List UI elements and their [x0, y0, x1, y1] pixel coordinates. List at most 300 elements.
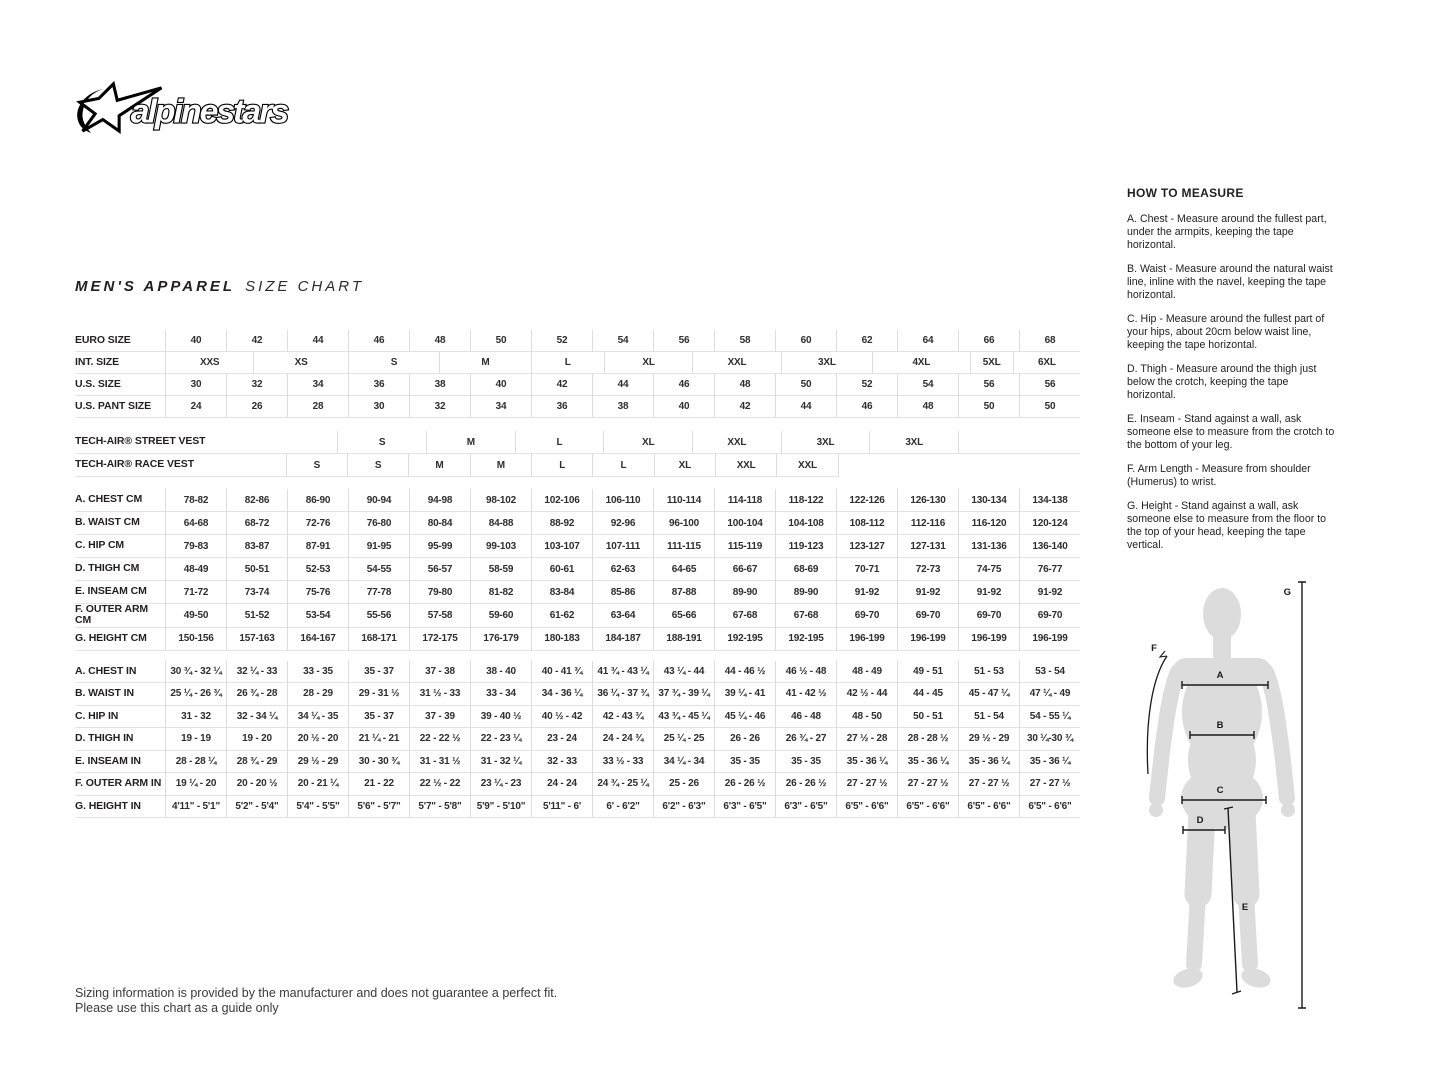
- size-cell: 40: [653, 396, 714, 418]
- size-cell: 58-59: [470, 558, 531, 581]
- disclaimer-line-1: Sizing information is provided by the manufacturer and does not guarantee a perfect fit.: [75, 986, 558, 1000]
- size-cell: 25 - 26: [653, 773, 714, 796]
- size-cell: 5'2" - 5'4": [226, 796, 287, 819]
- size-cell: 35 - 36 ¼: [1019, 751, 1080, 774]
- size-cell: 47 ¼ - 49: [1019, 683, 1080, 706]
- size-cell: 71-72: [165, 581, 226, 604]
- size-cell: 59-60: [470, 604, 531, 628]
- size-cell: 69-70: [1019, 604, 1080, 628]
- size-cell: 80-84: [409, 512, 470, 535]
- table-row: [75, 773, 1080, 796]
- row-label: A. CHEST IN: [75, 661, 165, 684]
- size-cell: 72-76: [287, 512, 348, 535]
- row-label: B. WAIST IN: [75, 683, 165, 706]
- size-cell: 24 - 24 ¾: [592, 728, 653, 751]
- size-cell: 91-92: [897, 581, 958, 604]
- size-cell: 58: [714, 330, 775, 352]
- size-cell: 70-71: [836, 558, 897, 581]
- table-row: [75, 683, 1080, 706]
- size-cell: 40 - 41 ¾: [531, 661, 592, 684]
- size-cell: XXL: [715, 454, 776, 477]
- size-cell: 5'7" - 5'8": [409, 796, 470, 819]
- size-cell: 3XL: [869, 431, 958, 454]
- row-label: E. INSEAM CM: [75, 581, 165, 604]
- size-cell: 60: [775, 330, 836, 352]
- size-cell: 46: [653, 374, 714, 396]
- page-title-secondary: SIZE CHART: [245, 278, 364, 295]
- size-cell: 41 ¾ - 43 ¼: [592, 661, 653, 684]
- size-cell: 44: [592, 374, 653, 396]
- size-cell: XL: [654, 454, 715, 477]
- size-cell: 83-87: [226, 535, 287, 558]
- size-cell: 51 - 53: [958, 661, 1019, 684]
- size-cell: 56: [653, 330, 714, 352]
- row-label: F. OUTER ARM IN: [75, 773, 165, 796]
- row-label: E. INSEAM IN: [75, 751, 165, 774]
- size-cell: 111-115: [653, 535, 714, 558]
- size-cell: 53 - 54: [1019, 661, 1080, 684]
- size-cell: 6'5" - 6'6": [1019, 796, 1080, 819]
- size-cell: 54: [897, 374, 958, 396]
- size-cell: 21 ¼ - 21: [348, 728, 409, 751]
- size-cell: 116-120: [958, 512, 1019, 535]
- size-cell: 35 - 36 ¼: [958, 751, 1019, 774]
- size-cell: 84-88: [470, 512, 531, 535]
- size-cell: 31 - 31 ½: [409, 751, 470, 774]
- size-cell: 30 ¼-30 ¾: [1019, 728, 1080, 751]
- size-cell: 27 - 27 ½: [1019, 773, 1080, 796]
- size-cell: 95-99: [409, 535, 470, 558]
- size-cell: XL: [603, 431, 692, 454]
- size-cell: 30: [165, 374, 226, 396]
- row-label: D. THIGH CM: [75, 558, 165, 581]
- size-cell: 6'3" - 6'5": [714, 796, 775, 819]
- size-cell: 31 - 32 ¼: [470, 751, 531, 774]
- table-row: [75, 751, 1080, 774]
- size-cell: 6'3" - 6'5": [775, 796, 836, 819]
- size-cell: 192-195: [714, 628, 775, 651]
- size-cell: 42: [531, 374, 592, 396]
- size-cell: 54 - 55 ¼: [1019, 706, 1080, 729]
- size-cell: 27 ½ - 28: [836, 728, 897, 751]
- size-cell: 42 - 43 ¾: [592, 706, 653, 729]
- size-cell: 50: [470, 330, 531, 352]
- size-cell: 75-76: [287, 581, 348, 604]
- size-cell: S: [337, 431, 426, 454]
- size-cell: 26: [226, 396, 287, 418]
- size-cell: 68: [1019, 330, 1080, 352]
- row-label: F. OUTER ARM CM: [75, 604, 165, 628]
- alpinestars-logo: [73, 80, 323, 136]
- size-cell: 76-80: [348, 512, 409, 535]
- size-cell: 31 - 32: [165, 706, 226, 729]
- page-title-primary: MEN'S APPAREL: [75, 278, 236, 295]
- row-label: D. THIGH IN: [75, 728, 165, 751]
- size-cell: 20 - 20 ½: [226, 773, 287, 796]
- how-to-measure-panel: [1127, 186, 1337, 563]
- size-cell: 28 ¾ - 29: [226, 751, 287, 774]
- size-cell: 74-75: [958, 558, 1019, 581]
- size-cell: [838, 454, 1080, 477]
- size-cell: 26 ¾ - 27: [775, 728, 836, 751]
- size-cell: 85-86: [592, 581, 653, 604]
- size-cell: 5'4" - 5'5": [287, 796, 348, 819]
- size-cell: 55-56: [348, 604, 409, 628]
- size-cell: 35 - 35: [714, 751, 775, 774]
- label-inseam: E: [1241, 902, 1249, 913]
- size-cell: 6'5" - 6'6": [897, 796, 958, 819]
- label-waist: B: [1216, 720, 1224, 731]
- size-cell: 30 ¾ - 32 ¼: [165, 661, 226, 684]
- size-cell: 36: [531, 396, 592, 418]
- size-cell: 67-68: [714, 604, 775, 628]
- table-row: [75, 558, 1080, 581]
- size-cell: 38: [592, 396, 653, 418]
- size-cell: L: [531, 352, 604, 374]
- size-cell: 68-72: [226, 512, 287, 535]
- size-cell: 122-126: [836, 489, 897, 512]
- size-cell: 50-51: [226, 558, 287, 581]
- size-cell: 38: [409, 374, 470, 396]
- size-cell: M: [439, 352, 530, 374]
- table-row: [75, 796, 1080, 819]
- size-cell: 29 ½ - 29: [287, 751, 348, 774]
- measure-instruction: G. Height - Stand against a wall, ask someone else to measure from the floor to the top of your head, keeping the tape vertical.: [1127, 500, 1327, 552]
- size-cell: 73-74: [226, 581, 287, 604]
- size-cell: 48 - 49: [836, 661, 897, 684]
- size-cell: 87-91: [287, 535, 348, 558]
- label-hip: C: [1216, 785, 1224, 796]
- size-cell: 123-127: [836, 535, 897, 558]
- size-cell: 114-118: [714, 489, 775, 512]
- size-cell: 94-98: [409, 489, 470, 512]
- size-cell: 43 ¼ - 44: [653, 661, 714, 684]
- size-cell: 157-163: [226, 628, 287, 651]
- size-cell: 107-111: [592, 535, 653, 558]
- disclaimer: [75, 986, 557, 1017]
- size-cell: 64: [897, 330, 958, 352]
- size-cell: M: [408, 454, 469, 477]
- size-cell: S: [348, 352, 439, 374]
- table-row: [75, 396, 1080, 418]
- size-cell: 22 ½ - 22: [409, 773, 470, 796]
- size-cell: 82-86: [226, 489, 287, 512]
- size-cell: M: [426, 431, 515, 454]
- size-cell: 42: [714, 396, 775, 418]
- size-cell: 22 - 23 ¼: [470, 728, 531, 751]
- size-cell: 78-82: [165, 489, 226, 512]
- size-cell: 79-83: [165, 535, 226, 558]
- table-row: [75, 512, 1080, 535]
- size-cell: L: [592, 454, 653, 477]
- size-cell: 134-138: [1019, 489, 1080, 512]
- size-cell: 19 ¼ - 20: [165, 773, 226, 796]
- size-cell: 110-114: [653, 489, 714, 512]
- size-cell: 136-140: [1019, 535, 1080, 558]
- measure-instruction: B. Waist - Measure around the natural waist line, inline with the navel, keeping the tape horizontal.: [1127, 263, 1333, 302]
- size-cell: 92-96: [592, 512, 653, 535]
- size-cell: 5'6" - 5'7": [348, 796, 409, 819]
- size-cell: 44 - 46 ½: [714, 661, 775, 684]
- size-cell: 25 ¼ - 26 ¾: [165, 683, 226, 706]
- size-table: [75, 330, 1080, 818]
- size-cell: 44: [775, 396, 836, 418]
- size-cell: 21 - 22: [348, 773, 409, 796]
- size-cell: 34 ¼ - 35: [287, 706, 348, 729]
- size-cell: 196-199: [958, 628, 1019, 651]
- size-cell: 56: [1019, 374, 1080, 396]
- size-cell: 40 ½ - 42: [531, 706, 592, 729]
- size-cell: XXS: [165, 352, 253, 374]
- size-cell: [165, 431, 337, 454]
- size-cell: 48: [409, 330, 470, 352]
- size-cell: 69-70: [958, 604, 1019, 628]
- table-row: [75, 431, 1080, 454]
- size-cell: 38 - 40: [470, 661, 531, 684]
- size-cell: 104-108: [775, 512, 836, 535]
- size-cell: 29 ½ - 29: [958, 728, 1019, 751]
- measure-instruction: E. Inseam - Stand against a wall, ask someone else to measure from the crotch to the bottom of your leg.: [1127, 413, 1335, 452]
- size-cell: 120-124: [1019, 512, 1080, 535]
- size-cell: 184-187: [592, 628, 653, 651]
- size-cell: 53-54: [287, 604, 348, 628]
- size-cell: 100-104: [714, 512, 775, 535]
- size-cell: 37 ¾ - 39 ¼: [653, 683, 714, 706]
- table-row: [75, 352, 1080, 374]
- size-cell: 127-131: [897, 535, 958, 558]
- row-label: U.S. SIZE: [75, 374, 165, 396]
- size-cell: 168-171: [348, 628, 409, 651]
- size-cell: 98-102: [470, 489, 531, 512]
- measure-instruction: C. Hip - Measure around the fullest part of your hips, about 20cm below waist line, keeping the tape horizontal.: [1127, 313, 1325, 352]
- table-row: [75, 454, 1080, 477]
- size-cell: XXL: [692, 431, 781, 454]
- size-cell: 66-67: [714, 558, 775, 581]
- size-cell: 62-63: [592, 558, 653, 581]
- size-cell: 89-90: [714, 581, 775, 604]
- size-cell: 64-68: [165, 512, 226, 535]
- size-cell: 91-92: [1019, 581, 1080, 604]
- size-cell: 23 ¼ - 23: [470, 773, 531, 796]
- size-cell: 52: [531, 330, 592, 352]
- size-cell: 28 - 29: [287, 683, 348, 706]
- size-cell: 20 - 21 ¼: [287, 773, 348, 796]
- row-label: TECH-AIR® STREET VEST: [75, 431, 165, 454]
- size-cell: 54: [592, 330, 653, 352]
- measure-instruction: F. Arm Length - Measure from shoulder (Humerus) to wrist.: [1127, 463, 1311, 489]
- size-cell: 76-77: [1019, 558, 1080, 581]
- size-cell: 36: [348, 374, 409, 396]
- size-cell: 49 - 51: [897, 661, 958, 684]
- row-label: U.S. PANT SIZE: [75, 396, 165, 418]
- size-cell: 65-66: [653, 604, 714, 628]
- size-cell: 48-49: [165, 558, 226, 581]
- measure-instruction: A. Chest - Measure around the fullest part, under the armpits, keeping the tape horizontal.: [1127, 213, 1327, 252]
- size-cell: 89-90: [775, 581, 836, 604]
- size-cell: 40: [165, 330, 226, 352]
- row-label: B. WAIST CM: [75, 512, 165, 535]
- size-cell: 119-123: [775, 535, 836, 558]
- page-title: [75, 278, 364, 295]
- size-cell: 102-106: [531, 489, 592, 512]
- size-cell: 36 ¼ - 37 ¾: [592, 683, 653, 706]
- body-measurement-figure: [1132, 572, 1317, 1032]
- size-cell: 25 ¼ - 25: [653, 728, 714, 751]
- size-cell: L: [515, 431, 604, 454]
- size-cell: XL: [604, 352, 692, 374]
- size-cell: 48 - 50: [836, 706, 897, 729]
- size-cell: 196-199: [1019, 628, 1080, 651]
- size-cell: 87-88: [653, 581, 714, 604]
- size-cell: 32: [226, 374, 287, 396]
- size-cell: 43 ¾ - 45 ¼: [653, 706, 714, 729]
- size-cell: 56: [958, 374, 1019, 396]
- size-cell: 20 ½ - 20: [287, 728, 348, 751]
- row-label: C. HIP CM: [75, 535, 165, 558]
- size-cell: 39 - 40 ½: [470, 706, 531, 729]
- size-cell: S: [347, 454, 408, 477]
- size-cell: 24: [165, 396, 226, 418]
- row-label: TECH-AIR® RACE VEST: [75, 454, 165, 477]
- size-cell: 35 - 37: [348, 661, 409, 684]
- size-cell: 34 ¼ - 34: [653, 751, 714, 774]
- size-cell: 48: [714, 374, 775, 396]
- size-cell: 164-167: [287, 628, 348, 651]
- size-cell: 32: [409, 396, 470, 418]
- size-cell: 28 - 28 ¼: [165, 751, 226, 774]
- size-cell: 79-80: [409, 581, 470, 604]
- size-cell: 35 - 35: [775, 751, 836, 774]
- size-cell: 50: [1019, 396, 1080, 418]
- measurements-cm: [75, 489, 1080, 651]
- size-cell: 46: [348, 330, 409, 352]
- size-cell: 31 ½ - 33: [409, 683, 470, 706]
- size-cell: 115-119: [714, 535, 775, 558]
- size-cell: 46 ½ - 48: [775, 661, 836, 684]
- size-cell: 81-82: [470, 581, 531, 604]
- size-cell: 176-179: [470, 628, 531, 651]
- how-to-measure-instructions: [1127, 213, 1337, 552]
- size-cell: 6XL: [1013, 352, 1080, 374]
- height-measure-line: [1298, 582, 1306, 1008]
- size-cell: 22 - 22 ½: [409, 728, 470, 751]
- size-cell: 6' - 6'2": [592, 796, 653, 819]
- size-cell: 52: [836, 374, 897, 396]
- size-cell: 42: [226, 330, 287, 352]
- size-cell: 86-90: [287, 489, 348, 512]
- size-cell: 103-107: [531, 535, 592, 558]
- size-cell: 37 - 39: [409, 706, 470, 729]
- row-label: G. HEIGHT IN: [75, 796, 165, 819]
- size-cell: 44: [287, 330, 348, 352]
- size-cell: M: [470, 454, 531, 477]
- measurements-in: [75, 661, 1080, 819]
- size-cell: 131-136: [958, 535, 1019, 558]
- row-label: A. CHEST CM: [75, 489, 165, 512]
- row-label: EURO SIZE: [75, 330, 165, 352]
- size-cell: 51 - 54: [958, 706, 1019, 729]
- size-cell: 27 - 27 ½: [836, 773, 897, 796]
- size-cell: 91-92: [836, 581, 897, 604]
- size-cell: 67-68: [775, 604, 836, 628]
- size-cell: 172-175: [409, 628, 470, 651]
- size-cell: XXL: [776, 454, 837, 477]
- disclaimer-line-2: Please use this chart as a guide only: [75, 1001, 279, 1016]
- size-cell: 3XL: [781, 431, 870, 454]
- size-cell: 32 - 34 ¼: [226, 706, 287, 729]
- size-cell: 30 - 30 ¾: [348, 751, 409, 774]
- size-cell: 5'11" - 6': [531, 796, 592, 819]
- size-cell: XXL: [692, 352, 780, 374]
- size-cell: 51-52: [226, 604, 287, 628]
- size-cell: 192-195: [775, 628, 836, 651]
- label-thigh: D: [1196, 815, 1204, 826]
- size-cell: [958, 431, 1080, 454]
- label-arm: F: [1151, 643, 1157, 654]
- size-cell: XS: [253, 352, 347, 374]
- size-cell: 50: [775, 374, 836, 396]
- size-cell: 52-53: [287, 558, 348, 581]
- size-cell: 39 ¼ - 41: [714, 683, 775, 706]
- row-label: C. HIP IN: [75, 706, 165, 729]
- size-cell: 77-78: [348, 581, 409, 604]
- table-row: [75, 728, 1080, 751]
- size-cell: 150-156: [165, 628, 226, 651]
- size-cell: 28: [287, 396, 348, 418]
- size-cell: 108-112: [836, 512, 897, 535]
- size-cell: 69-70: [836, 604, 897, 628]
- size-cell: [165, 454, 286, 477]
- size-cell: 34: [287, 374, 348, 396]
- size-cell: 35 - 37: [348, 706, 409, 729]
- size-cell: 33 - 35: [287, 661, 348, 684]
- size-cell: 37 - 38: [409, 661, 470, 684]
- size-cell: 19 - 20: [226, 728, 287, 751]
- row-label: G. HEIGHT CM: [75, 628, 165, 651]
- size-cell: 27 - 27 ½: [897, 773, 958, 796]
- size-cell: 180-183: [531, 628, 592, 651]
- size-cell: 26 ¾ - 28: [226, 683, 287, 706]
- size-cell: 60-61: [531, 558, 592, 581]
- size-cell: 72-73: [897, 558, 958, 581]
- size-cell: 54-55: [348, 558, 409, 581]
- size-cell: 40: [470, 374, 531, 396]
- size-cell: S: [286, 454, 347, 477]
- tech-air-vest-sizes: [75, 431, 1080, 477]
- size-cell: 29 - 31 ½: [348, 683, 409, 706]
- size-cell: 33 - 34: [470, 683, 531, 706]
- size-cell: 45 ¼ - 46: [714, 706, 775, 729]
- size-cell: 196-199: [897, 628, 958, 651]
- table-row: [75, 661, 1080, 684]
- size-cell: 28 - 28 ½: [897, 728, 958, 751]
- size-cell: 24 ¾ - 25 ¼: [592, 773, 653, 796]
- size-cell: 68-69: [775, 558, 836, 581]
- size-cell: 6'5" - 6'6": [958, 796, 1019, 819]
- size-cell: 130-134: [958, 489, 1019, 512]
- how-to-measure-title: HOW TO MEASURE: [1127, 186, 1244, 200]
- size-conversion: [75, 330, 1080, 418]
- size-cell: 91-95: [348, 535, 409, 558]
- table-row: [75, 330, 1080, 352]
- size-cell: 4XL: [872, 352, 969, 374]
- size-cell: 6'2" - 6'3": [653, 796, 714, 819]
- size-cell: 46: [836, 396, 897, 418]
- size-cell: 35 - 36 ¼: [897, 751, 958, 774]
- size-cell: 19 - 19: [165, 728, 226, 751]
- size-cell: 24 - 24: [531, 773, 592, 796]
- size-cell: 30: [348, 396, 409, 418]
